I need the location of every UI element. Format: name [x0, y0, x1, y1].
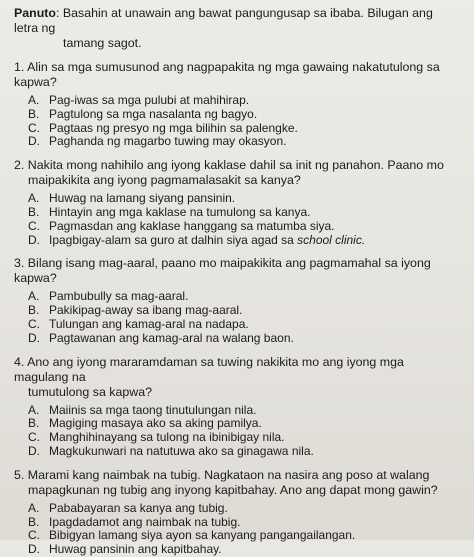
choice-b[interactable] — [28, 417, 456, 431]
choice-letter: A. — [28, 191, 40, 206]
directions — [14, 6, 456, 51]
question-number: 2. — [14, 158, 25, 173]
choice-b[interactable] — [28, 108, 456, 122]
question-stem — [14, 60, 456, 90]
question-number: 3. — [14, 256, 25, 271]
choice-a[interactable] — [28, 192, 456, 206]
directions-text-cont: tamang sagot. — [63, 36, 142, 50]
question-stem — [14, 256, 456, 286]
choice-letter: A. — [28, 93, 40, 107]
choice-text: Tulungan ang kamag-aral na nadapa. — [49, 316, 249, 331]
choice-text: Bibigyan lamang siya ayon sa kanyang pangangailangan. — [49, 528, 356, 543]
choice-letter: B. — [28, 106, 40, 121]
choice-letter: D. — [28, 134, 40, 149]
question-text: Ano ang iyong mararamdaman sa tuwing nakikita mo ang iyong mga magulang na — [14, 354, 404, 384]
question-stem — [14, 158, 456, 188]
question-4 — [14, 355, 456, 459]
choice-text: Pagmasdan ang kaklase hanggang sa matumba siya. — [49, 218, 335, 233]
choice-letter: A. — [28, 402, 40, 417]
choice-letter: C. — [28, 528, 40, 543]
choice-c[interactable] — [28, 220, 456, 234]
choice-text-italic: school clinic. — [297, 232, 366, 247]
question-text-cont: tumutulong sa kapwa? — [28, 384, 152, 399]
question-3 — [14, 256, 456, 345]
question-stem — [14, 355, 456, 400]
question-text: Nakita mong nahihilo ang iyong kaklase dahil sa init ng panahon. Paano mo — [27, 158, 444, 173]
question-number: 4. — [14, 354, 25, 369]
choice-text: Hintayin ang mga kaklase na tumulong sa kanya. — [49, 204, 311, 219]
choice-list — [14, 404, 456, 459]
question-number: 5. — [14, 467, 25, 482]
question-text-cont: maipakikita ang iyong pagmamalasakit sa kanya? — [28, 173, 301, 188]
choice-text: Pababayaran sa kanya ang tubig. — [49, 500, 228, 515]
choice-letter: C. — [28, 430, 40, 445]
question-1 — [14, 60, 456, 149]
choice-text: Huwag na lamang siyang pansinin. — [49, 191, 236, 206]
choice-b[interactable] — [28, 206, 456, 220]
choice-c[interactable] — [28, 529, 456, 543]
choice-letter: D. — [28, 542, 40, 557]
choice-text: Manghihinayang sa tulong na ibinibigay nila. — [49, 430, 285, 445]
choice-d[interactable] — [28, 332, 456, 346]
choice-letter: D. — [28, 330, 40, 345]
choice-c[interactable] — [28, 431, 456, 445]
question-text-cont: mapagkunan ng tubig ang inyong kapitbahay. Ano ang dapat mong gawin? — [28, 482, 438, 497]
question-2 — [14, 158, 456, 247]
question-text: Alin sa mga sumusunod ang nagpapakita ng mga gawaing nakatutulong sa kapwa? — [14, 60, 440, 89]
question-number: 1. — [14, 60, 25, 74]
question-text: Bilang isang mag-aaral, paano mo maipakikita ang pagmamahal sa iyong kapwa? — [14, 256, 431, 286]
choice-text: Magiging masaya ako sa aking pamilya. — [49, 416, 262, 431]
choice-text: Paghanda ng magarbo tuwing may okasyon. — [49, 134, 287, 149]
choice-text: Pagtulong sa mga nasalanta ng bagyo. — [49, 106, 258, 121]
choice-letter: B. — [28, 514, 40, 529]
choice-c[interactable] — [28, 122, 456, 136]
choice-text: Pag-iwas sa mga pulubi at mahihirap. — [49, 93, 250, 107]
question-5 — [14, 468, 456, 557]
directions-label: Panuto — [14, 6, 56, 20]
choice-text: Ipagdadamot ang naimbak na tubig. — [49, 514, 241, 529]
choice-d[interactable] — [28, 543, 456, 557]
choice-text: Pagtaas ng presyo ng mga bilihin sa palengke. — [49, 120, 298, 135]
choice-letter: D. — [28, 232, 40, 247]
choice-d[interactable] — [28, 135, 456, 149]
question-stem — [14, 468, 456, 498]
choice-c[interactable] — [28, 318, 456, 332]
choice-a[interactable] — [28, 94, 456, 108]
choice-b[interactable] — [28, 304, 456, 318]
choice-text: Pambubully sa mag-aaral. — [49, 289, 189, 304]
choice-letter: D. — [28, 443, 40, 458]
choice-list — [14, 502, 456, 557]
choice-letter: C. — [28, 316, 40, 331]
directions-text: : Basahin at unawain ang bawat pangungusap sa ibaba. Bilugan ang letra ng — [14, 6, 433, 35]
choice-d[interactable] — [28, 445, 456, 459]
choice-letter: C. — [28, 218, 40, 233]
choice-text: Magkukunwari na natutuwa ako sa ginagawa nila. — [49, 443, 314, 458]
choice-b[interactable] — [28, 516, 456, 530]
question-text: Marami kang naimbak na tubig. Nagkataon na nasira ang poso at walang — [27, 467, 430, 482]
choice-letter: C. — [28, 120, 40, 135]
choice-list — [14, 192, 456, 247]
choice-text: Ipagbigay-alam sa guro at dalhin siya agad sa — [49, 232, 298, 247]
choice-letter: B. — [28, 303, 40, 318]
choice-letter: B. — [28, 416, 40, 431]
choice-letter: B. — [28, 204, 40, 219]
choice-letter: A. — [28, 289, 40, 304]
choice-a[interactable] — [28, 404, 456, 418]
choice-letter: A. — [28, 500, 40, 515]
choice-text: Pagtawanan ang kamag-aral na walang baon. — [49, 330, 294, 345]
choice-a[interactable] — [28, 502, 456, 516]
choice-text: Huwag pansinin ang kapitbahay. — [49, 542, 222, 557]
choice-a[interactable] — [28, 290, 456, 304]
choice-list — [14, 290, 456, 345]
choice-text: Maiinis sa mga taong tinutulungan nila. — [49, 402, 257, 417]
choice-text: Pakikipag-away sa ibang mag-aaral. — [49, 303, 243, 318]
choice-list — [14, 94, 456, 149]
choice-d[interactable] — [28, 234, 456, 248]
